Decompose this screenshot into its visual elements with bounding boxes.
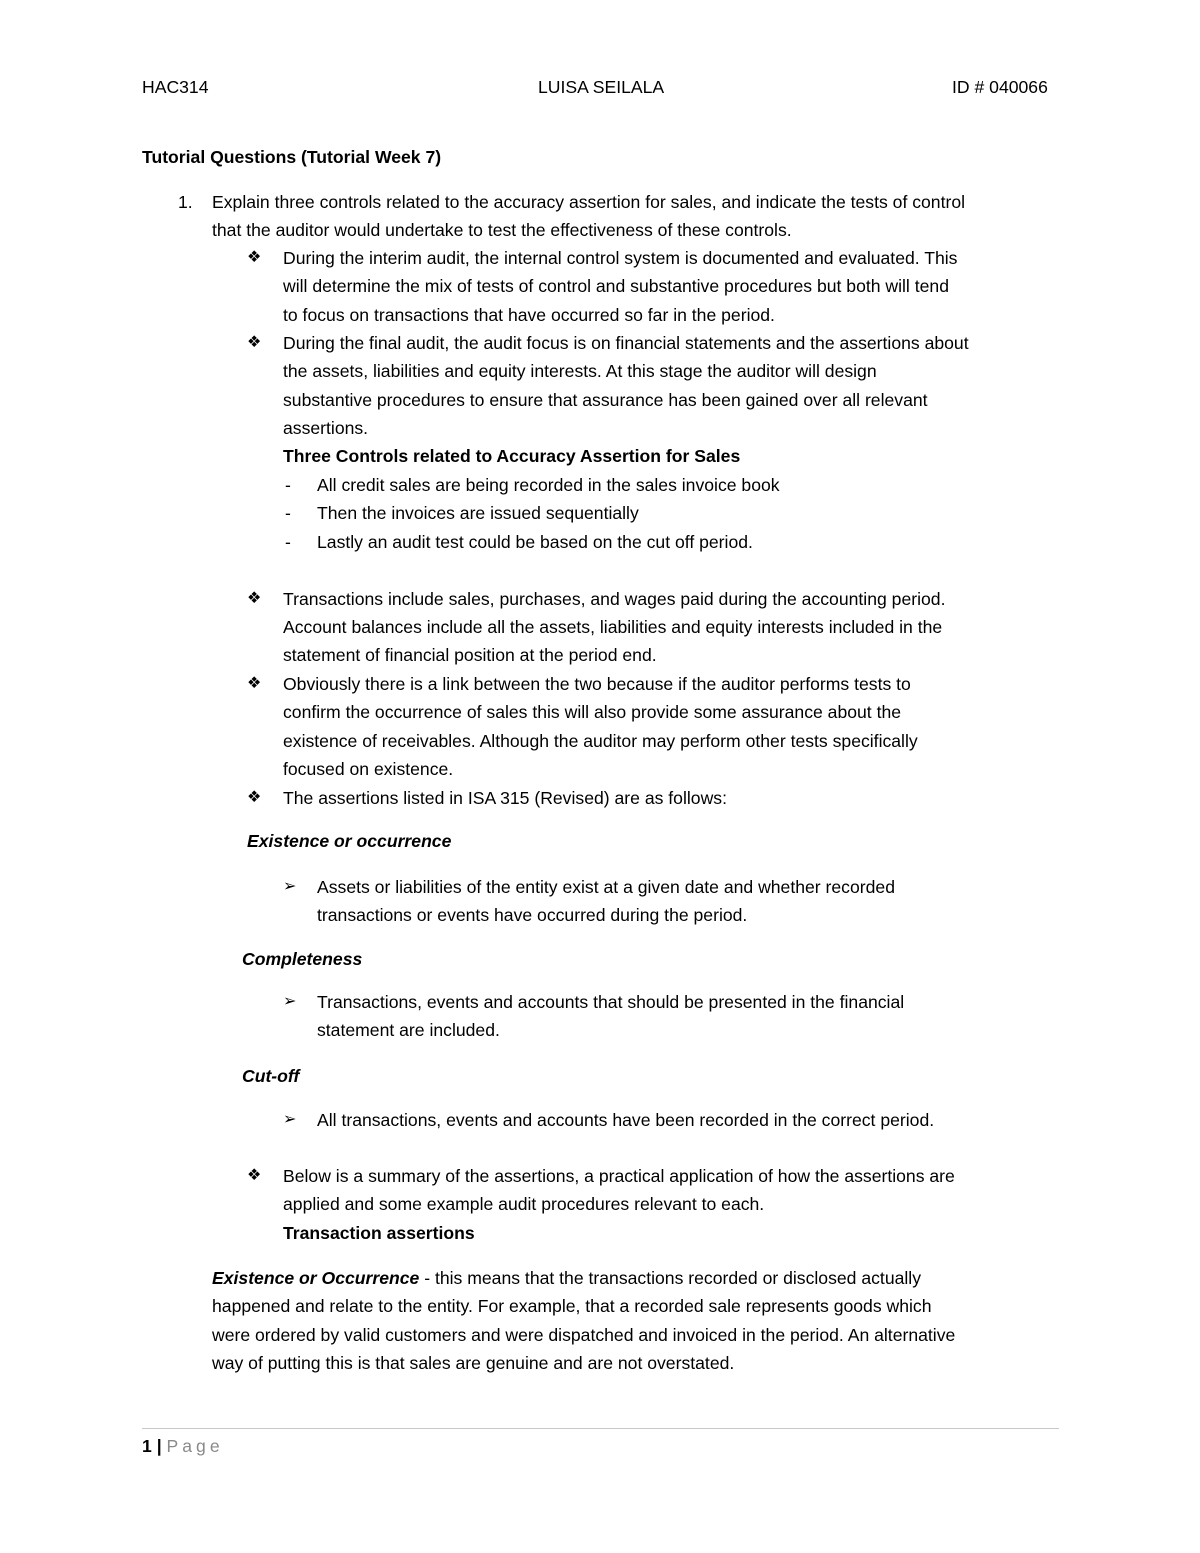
diamond-bullet-icon: ❖ <box>247 249 262 266</box>
header-course: HAC314 <box>142 77 209 97</box>
transaction-heading: Transaction assertions <box>283 1223 475 1243</box>
page-label: Page <box>166 1436 224 1456</box>
bullet-line: During the final audit, the audit focus is on financial statements and the assertions about <box>283 333 969 353</box>
control-item: All credit sales are being recorded in the sales invoice book <box>317 475 780 495</box>
eo-first-rest: - this means that the transactions recorded or disclosed actually <box>419 1268 921 1288</box>
diamond-bullet-icon: ❖ <box>247 590 262 607</box>
bullet-line: substantive procedures to ensure that assurance has been gained over all relevant <box>283 390 928 410</box>
arrow-bullet-icon: ➢ <box>283 993 297 1010</box>
footer-separator: | <box>156 1436 162 1456</box>
bullet-line: The assertions listed in ISA 315 (Revised) are as follows: <box>283 788 727 808</box>
bullet-line: to focus on transactions that have occurred so far in the period. <box>283 305 775 325</box>
bullet-line: confirm the occurrence of sales this will also provide some assurance about the <box>283 702 902 722</box>
assertion-heading: Existence or occurrence <box>247 831 452 851</box>
bullet-line: focused on existence. <box>283 759 454 779</box>
diamond-bullet-icon: ❖ <box>247 675 262 692</box>
controls-heading: Three Controls related to Accuracy Assertion for Sales <box>283 446 741 466</box>
assertion-heading: Completeness <box>242 949 363 969</box>
bullet-line: existence of receivables. Although the auditor may perform other tests specifically <box>283 731 918 751</box>
bullet-line: Transactions include sales, purchases, and wages paid during the accounting period. <box>283 589 946 609</box>
dash-bullet-icon: - <box>285 503 291 523</box>
header-id: ID # 040066 <box>952 77 1048 97</box>
assertion-line: statement are included. <box>317 1020 500 1040</box>
eo-line: happened and relate to the entity. For example, that a recorded sale represents goods which <box>212 1296 932 1316</box>
bullet-line: Below is a summary of the assertions, a practical application of how the assertions are <box>283 1166 955 1186</box>
dash-bullet-icon: - <box>285 532 291 552</box>
diamond-bullet-icon: ❖ <box>247 334 262 351</box>
bullet-line: During the interim audit, the internal control system is documented and evaluated. This <box>283 248 958 268</box>
bullet-line: assertions. <box>283 418 369 438</box>
eo-term: Existence or Occurrence <box>212 1268 420 1288</box>
assertion-line: transactions or events have occurred during the period. <box>317 905 748 925</box>
bullet-line: will determine the mix of tests of control and substantive procedures but both will tend <box>283 276 949 296</box>
dash-bullet-icon: - <box>285 475 291 495</box>
control-item: Then the invoices are issued sequentially <box>317 503 639 523</box>
bullet-line: the assets, liabilities and equity interests. At this stage the auditor will design <box>283 361 877 381</box>
control-item: Lastly an audit test could be based on the cut off period. <box>317 532 753 552</box>
eo-line: way of putting this is that sales are genuine and are not overstated. <box>212 1353 735 1373</box>
assertion-line: All transactions, events and accounts have been recorded in the correct period. <box>317 1110 935 1130</box>
question-line: Explain three controls related to the accuracy assertion for sales, and indicate the tests of control <box>212 192 966 212</box>
question-number: 1. <box>178 192 193 212</box>
assertion-heading: Cut-off <box>242 1066 300 1086</box>
assertion-line: Assets or liabilities of the entity exist at a given date and whether recorded <box>317 877 895 897</box>
bullet-line: statement of financial position at the period end. <box>283 645 657 665</box>
footer-divider <box>142 1428 1059 1429</box>
eo-first-line <box>212 1264 921 1293</box>
bullet-line: applied and some example audit procedures relevant to each. <box>283 1194 765 1214</box>
page-number: 1 <box>142 1436 152 1456</box>
question-line: that the auditor would undertake to test the effectiveness of these controls. <box>212 220 792 240</box>
diamond-bullet-icon: ❖ <box>247 1167 262 1184</box>
eo-line: were ordered by valid customers and were dispatched and invoiced in the period. An alternative <box>212 1325 956 1345</box>
header-name: LUISA SEILALA <box>538 77 665 97</box>
assertion-line: Transactions, events and accounts that should be presented in the financial <box>317 992 905 1012</box>
diamond-bullet-icon: ❖ <box>247 789 262 806</box>
bullet-line: Account balances include all the assets, liabilities and equity interests included in the <box>283 617 943 637</box>
arrow-bullet-icon: ➢ <box>283 878 297 895</box>
bullet-line: Obviously there is a link between the two because if the auditor performs tests to <box>283 674 911 694</box>
arrow-bullet-icon: ➢ <box>283 1111 297 1128</box>
page-footer <box>142 1432 224 1461</box>
page-title: Tutorial Questions (Tutorial Week 7) <box>142 147 442 167</box>
